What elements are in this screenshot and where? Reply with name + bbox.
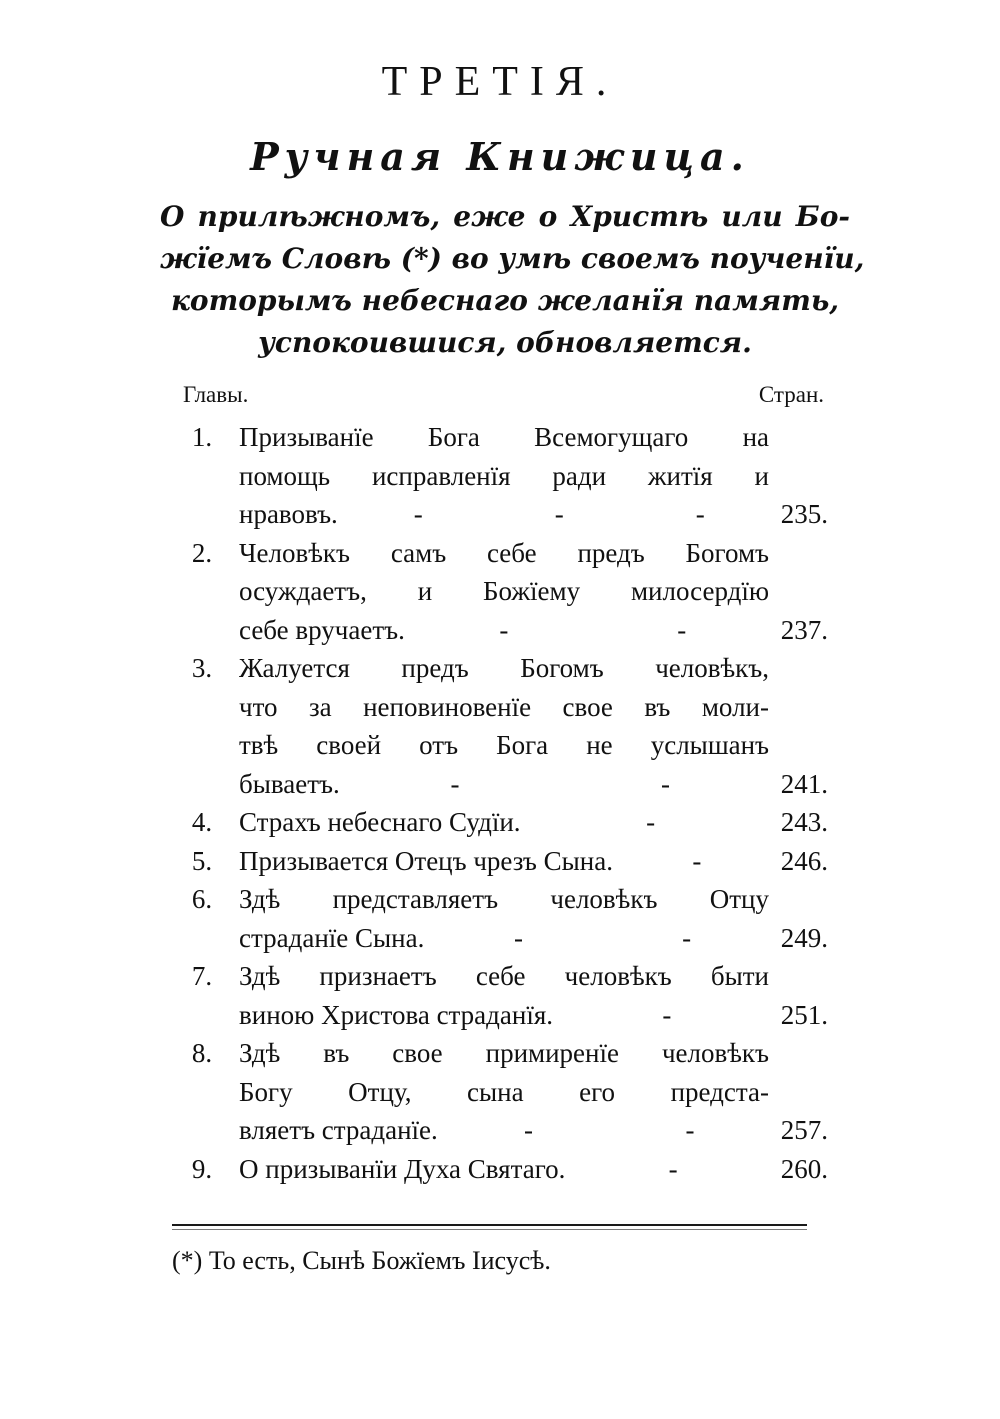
leader-dash: - xyxy=(554,499,564,529)
chapter-number: 9. xyxy=(191,1153,213,1184)
chapter-title-text: страданїе Сына. xyxy=(239,922,425,953)
page-number: 243. xyxy=(780,807,828,837)
chapter-title-line xyxy=(239,534,769,573)
leader-dashes xyxy=(563,996,771,1035)
chapter-title-text: помощь исправленїя ради житїя и xyxy=(239,460,769,491)
footnote-divider xyxy=(172,1224,807,1226)
chapter-title-line xyxy=(239,495,769,534)
footnote-divider-thin xyxy=(172,1229,807,1230)
chapter-title-text: Человѣкъ самъ себе предъ Богомъ xyxy=(239,537,769,568)
leader-dash: - xyxy=(413,499,423,529)
chapter-number: 4. xyxy=(191,807,213,837)
page-number: 260. xyxy=(780,1153,828,1184)
leader-dash: - xyxy=(682,922,692,953)
chapter-title-line xyxy=(239,1150,769,1189)
chapter-title xyxy=(239,842,828,881)
chapter-title-line xyxy=(239,457,769,496)
table-of-contents xyxy=(183,418,828,1188)
chapter-title-text: Страхъ небеснаго Судїи. xyxy=(239,807,521,837)
toc-entry xyxy=(183,842,828,881)
chapter-title-text: вляетъ страданїе. xyxy=(239,1115,438,1145)
description-line: жїемъ Словѣ (*) во умѣ своемъ поученїи, xyxy=(160,242,865,275)
chapter-title-text: себе вручаетъ. xyxy=(239,614,405,645)
chapters-column-header: Главы. xyxy=(183,382,249,407)
chapter-title xyxy=(239,534,828,650)
chapter-title-line xyxy=(239,957,769,996)
chapter-title-text: Богу Отцу, сына его предста- xyxy=(239,1076,769,1107)
chapter-title-line xyxy=(239,919,769,958)
book-title: Ручная Книжица. xyxy=(250,134,750,179)
leader-dashes xyxy=(623,842,771,881)
toc-entry xyxy=(183,880,828,957)
page-number: 241. xyxy=(780,768,828,799)
leader-dash: - xyxy=(668,1153,678,1184)
toc-entry xyxy=(183,803,828,842)
chapter-title-line xyxy=(239,880,769,919)
toc-entry xyxy=(183,957,828,1034)
chapter-title-text: Здѣ признаетъ себе человѣкъ быти xyxy=(239,961,769,991)
chapter-title xyxy=(239,803,828,842)
chapter-title xyxy=(239,880,828,957)
toc-entry xyxy=(183,534,828,650)
chapter-title-text: О призыванїи Духа Святаго. xyxy=(239,1153,566,1184)
pages-column-header: Стран. xyxy=(758,382,824,407)
chapter-title-text: Призывается Отецъ чрезъ Сына. xyxy=(239,845,613,876)
chapter-title-line xyxy=(239,803,769,842)
leader-dashes xyxy=(348,495,771,534)
leader-dashes xyxy=(434,919,770,958)
chapter-number: 5. xyxy=(191,845,213,876)
toc-entry xyxy=(183,418,828,534)
leader-dash: - xyxy=(695,499,705,529)
chapter-title xyxy=(239,649,828,803)
chapter-title xyxy=(239,1034,828,1150)
description-line: успокоившися, обновляется. xyxy=(258,326,752,359)
leader-dash: - xyxy=(450,768,460,799)
page-number: 249. xyxy=(780,922,828,953)
chapter-title-line xyxy=(239,649,769,688)
leader-dash: - xyxy=(499,614,509,645)
chapter-number: 2. xyxy=(191,537,213,568)
toc-entry xyxy=(183,1034,828,1150)
leader-dashes xyxy=(448,1111,771,1150)
leader-dash: - xyxy=(646,807,656,837)
chapter-title-text: Призыванїе Бога Всемогущаго на xyxy=(239,422,769,452)
chapter-title-line xyxy=(239,1111,769,1150)
leader-dash: - xyxy=(513,922,523,953)
page-number: 237. xyxy=(780,614,828,645)
chapter-title-text: осуждаетъ, и Божїему милосердїю xyxy=(239,576,769,606)
chapter-number: 3. xyxy=(191,653,213,683)
description-line: О прилѣжномъ, еже о Христѣ или Бо- xyxy=(160,200,850,233)
chapter-title-line xyxy=(239,688,769,727)
chapter-title-text: бываетъ. xyxy=(239,768,340,799)
leader-dashes xyxy=(415,611,771,650)
chapter-title-line xyxy=(239,1034,769,1073)
chapter-number: 8. xyxy=(191,1038,213,1068)
footnote: (*) То есть, Сынѣ Божїемъ Іисусѣ. xyxy=(172,1246,551,1275)
chapter-title-line xyxy=(239,611,769,650)
leader-dashes xyxy=(575,1150,770,1189)
toc-entry xyxy=(183,649,828,803)
chapter-title-line xyxy=(239,1073,769,1112)
section-heading: ТРЕТІЯ. xyxy=(381,59,619,105)
description-line: которымъ небеснаго желанїя память, xyxy=(170,284,840,317)
leader-dash: - xyxy=(692,845,702,876)
leader-dash: - xyxy=(685,1115,695,1145)
chapter-title xyxy=(239,1150,828,1189)
toc-entry xyxy=(183,1150,828,1189)
chapter-number: 6. xyxy=(191,884,213,914)
leader-dashes xyxy=(531,803,771,842)
leader-dash: - xyxy=(677,614,687,645)
chapter-number: 7. xyxy=(191,961,213,991)
chapter-title-text: что за неповиновенїе свое въ моли- xyxy=(239,691,769,722)
leader-dash: - xyxy=(662,999,672,1030)
chapter-title-text: виною Христова страданїя. xyxy=(239,999,554,1030)
chapter-title-line xyxy=(239,996,769,1035)
leader-dash: - xyxy=(524,1115,534,1145)
page-number: 235. xyxy=(780,499,828,529)
chapter-title-line xyxy=(239,842,769,881)
page-number: 251. xyxy=(780,999,828,1030)
chapter-number: 1. xyxy=(191,422,213,452)
chapter-title-text: твѣ своей отъ Бога не услышанъ xyxy=(239,730,769,760)
leader-dash: - xyxy=(661,768,670,799)
chapter-title-text: Здѣ въ свое примиренїе человѣкъ xyxy=(239,1038,769,1068)
chapter-title-text: нравовъ. xyxy=(239,499,338,529)
chapter-title xyxy=(239,418,828,534)
page-number: 257. xyxy=(780,1115,828,1145)
chapter-title-text: Жалуется предъ Богомъ человѣкъ, xyxy=(239,653,769,683)
chapter-title xyxy=(239,957,828,1034)
chapter-title-line xyxy=(239,418,769,457)
book-description xyxy=(160,196,865,364)
leader-dashes xyxy=(350,765,771,804)
page-number: 246. xyxy=(780,845,828,876)
chapter-title-line xyxy=(239,765,769,804)
chapter-title-line xyxy=(239,726,769,765)
chapter-title-line xyxy=(239,572,769,611)
chapter-title-text: Здѣ представляетъ человѣкъ Отцу xyxy=(239,884,769,914)
